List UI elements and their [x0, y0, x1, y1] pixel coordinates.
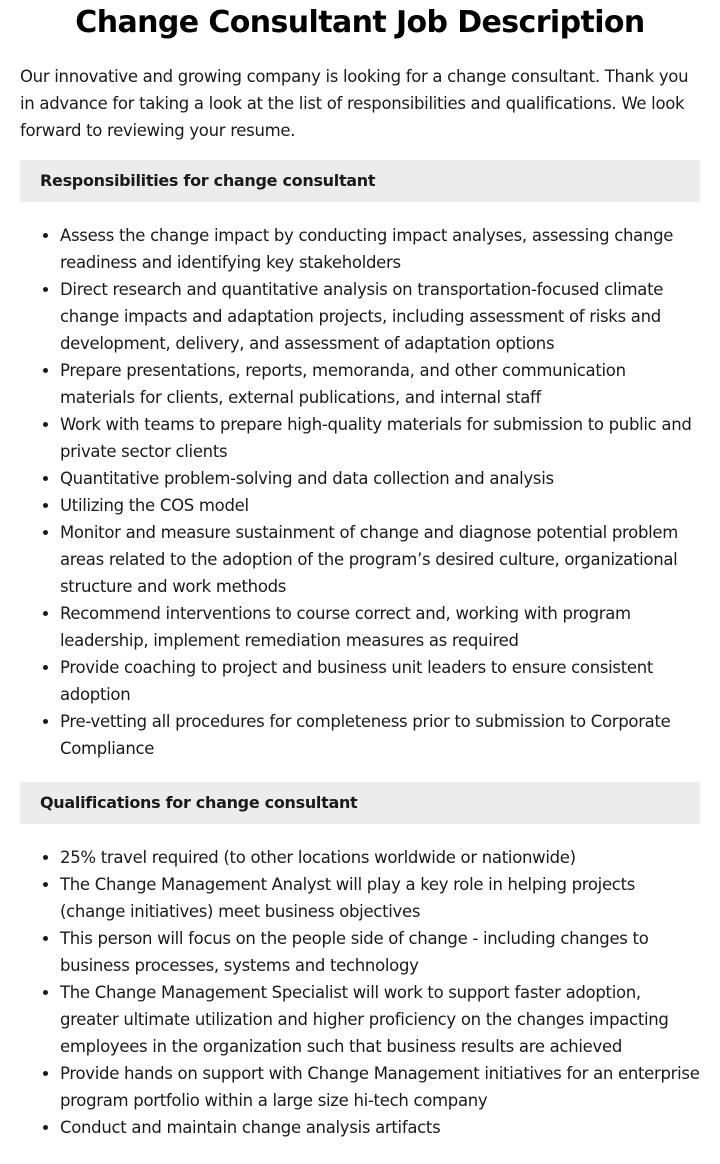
list-item: • 25% travel required (to other locations worldwide or nationwide) — [60, 844, 700, 871]
list-item: • Utilizing the COS model — [60, 492, 700, 519]
list-item: • Work with teams to prepare high-quality materials for submission to public and private sector clients — [60, 411, 700, 465]
list-item: • Prepare presentations, reports, memoranda, and other communication materials for clients, external publications, and internal staff — [60, 357, 700, 411]
list-item: • Conduct and maintain change analysis artifacts — [60, 1114, 700, 1141]
list-item: • Assess the change impact by conducting impact analyses, assessing change readiness and identifying key stakeholders — [60, 222, 700, 276]
list-item: • The Change Management Specialist will work to support faster adoption, greater ultimate utilization and higher proficiency on the changes impacting employees in the organization such that business results are achieved — [60, 979, 700, 1060]
qualifications-heading: Qualifications for change consultant — [20, 782, 700, 824]
list-item: • Provide coaching to project and business unit leaders to ensure consistent adoption — [60, 654, 700, 708]
list-item: • Direct research and quantitative analysis on transportation-focused climate change impacts and adaptation projects, including assessment of risks and development, delivery, and assessment of adaptation options — [60, 276, 700, 357]
list-item: • This person will focus on the people side of change - including changes to business processes, systems and technology — [60, 925, 700, 979]
page-title: Change Consultant Job Description — [75, 5, 645, 40]
intro-paragraph: Our innovative and growing company is looking for a change consultant. Thank you in advance for taking a look at the list of responsibilities and qualifications. We look forward to reviewing your resume. — [20, 67, 689, 140]
responsibilities-list — [20, 222, 700, 762]
responsibilities-heading: Responsibilities for change consultant — [20, 160, 700, 202]
qualifications-list — [20, 844, 700, 1141]
list-item: • The Change Management Analyst will play a key role in helping projects (change initiatives) meet business objectives — [60, 871, 700, 925]
list-item: • Quantitative problem-solving and data collection and analysis — [60, 465, 700, 492]
list-item: • Recommend interventions to course correct and, working with program leadership, implement remediation measures as required — [60, 600, 700, 654]
list-item: • Provide hands on support with Change Management initiatives for an enterprise program portfolio within a large size hi-tech company — [60, 1060, 700, 1114]
list-item: • Pre-vetting all procedures for completeness prior to submission to Corporate Compliance — [60, 708, 700, 762]
list-item: • Monitor and measure sustainment of change and diagnose potential problem areas related to the adoption of the program’s desired culture, organizational structure and work methods — [60, 519, 700, 600]
